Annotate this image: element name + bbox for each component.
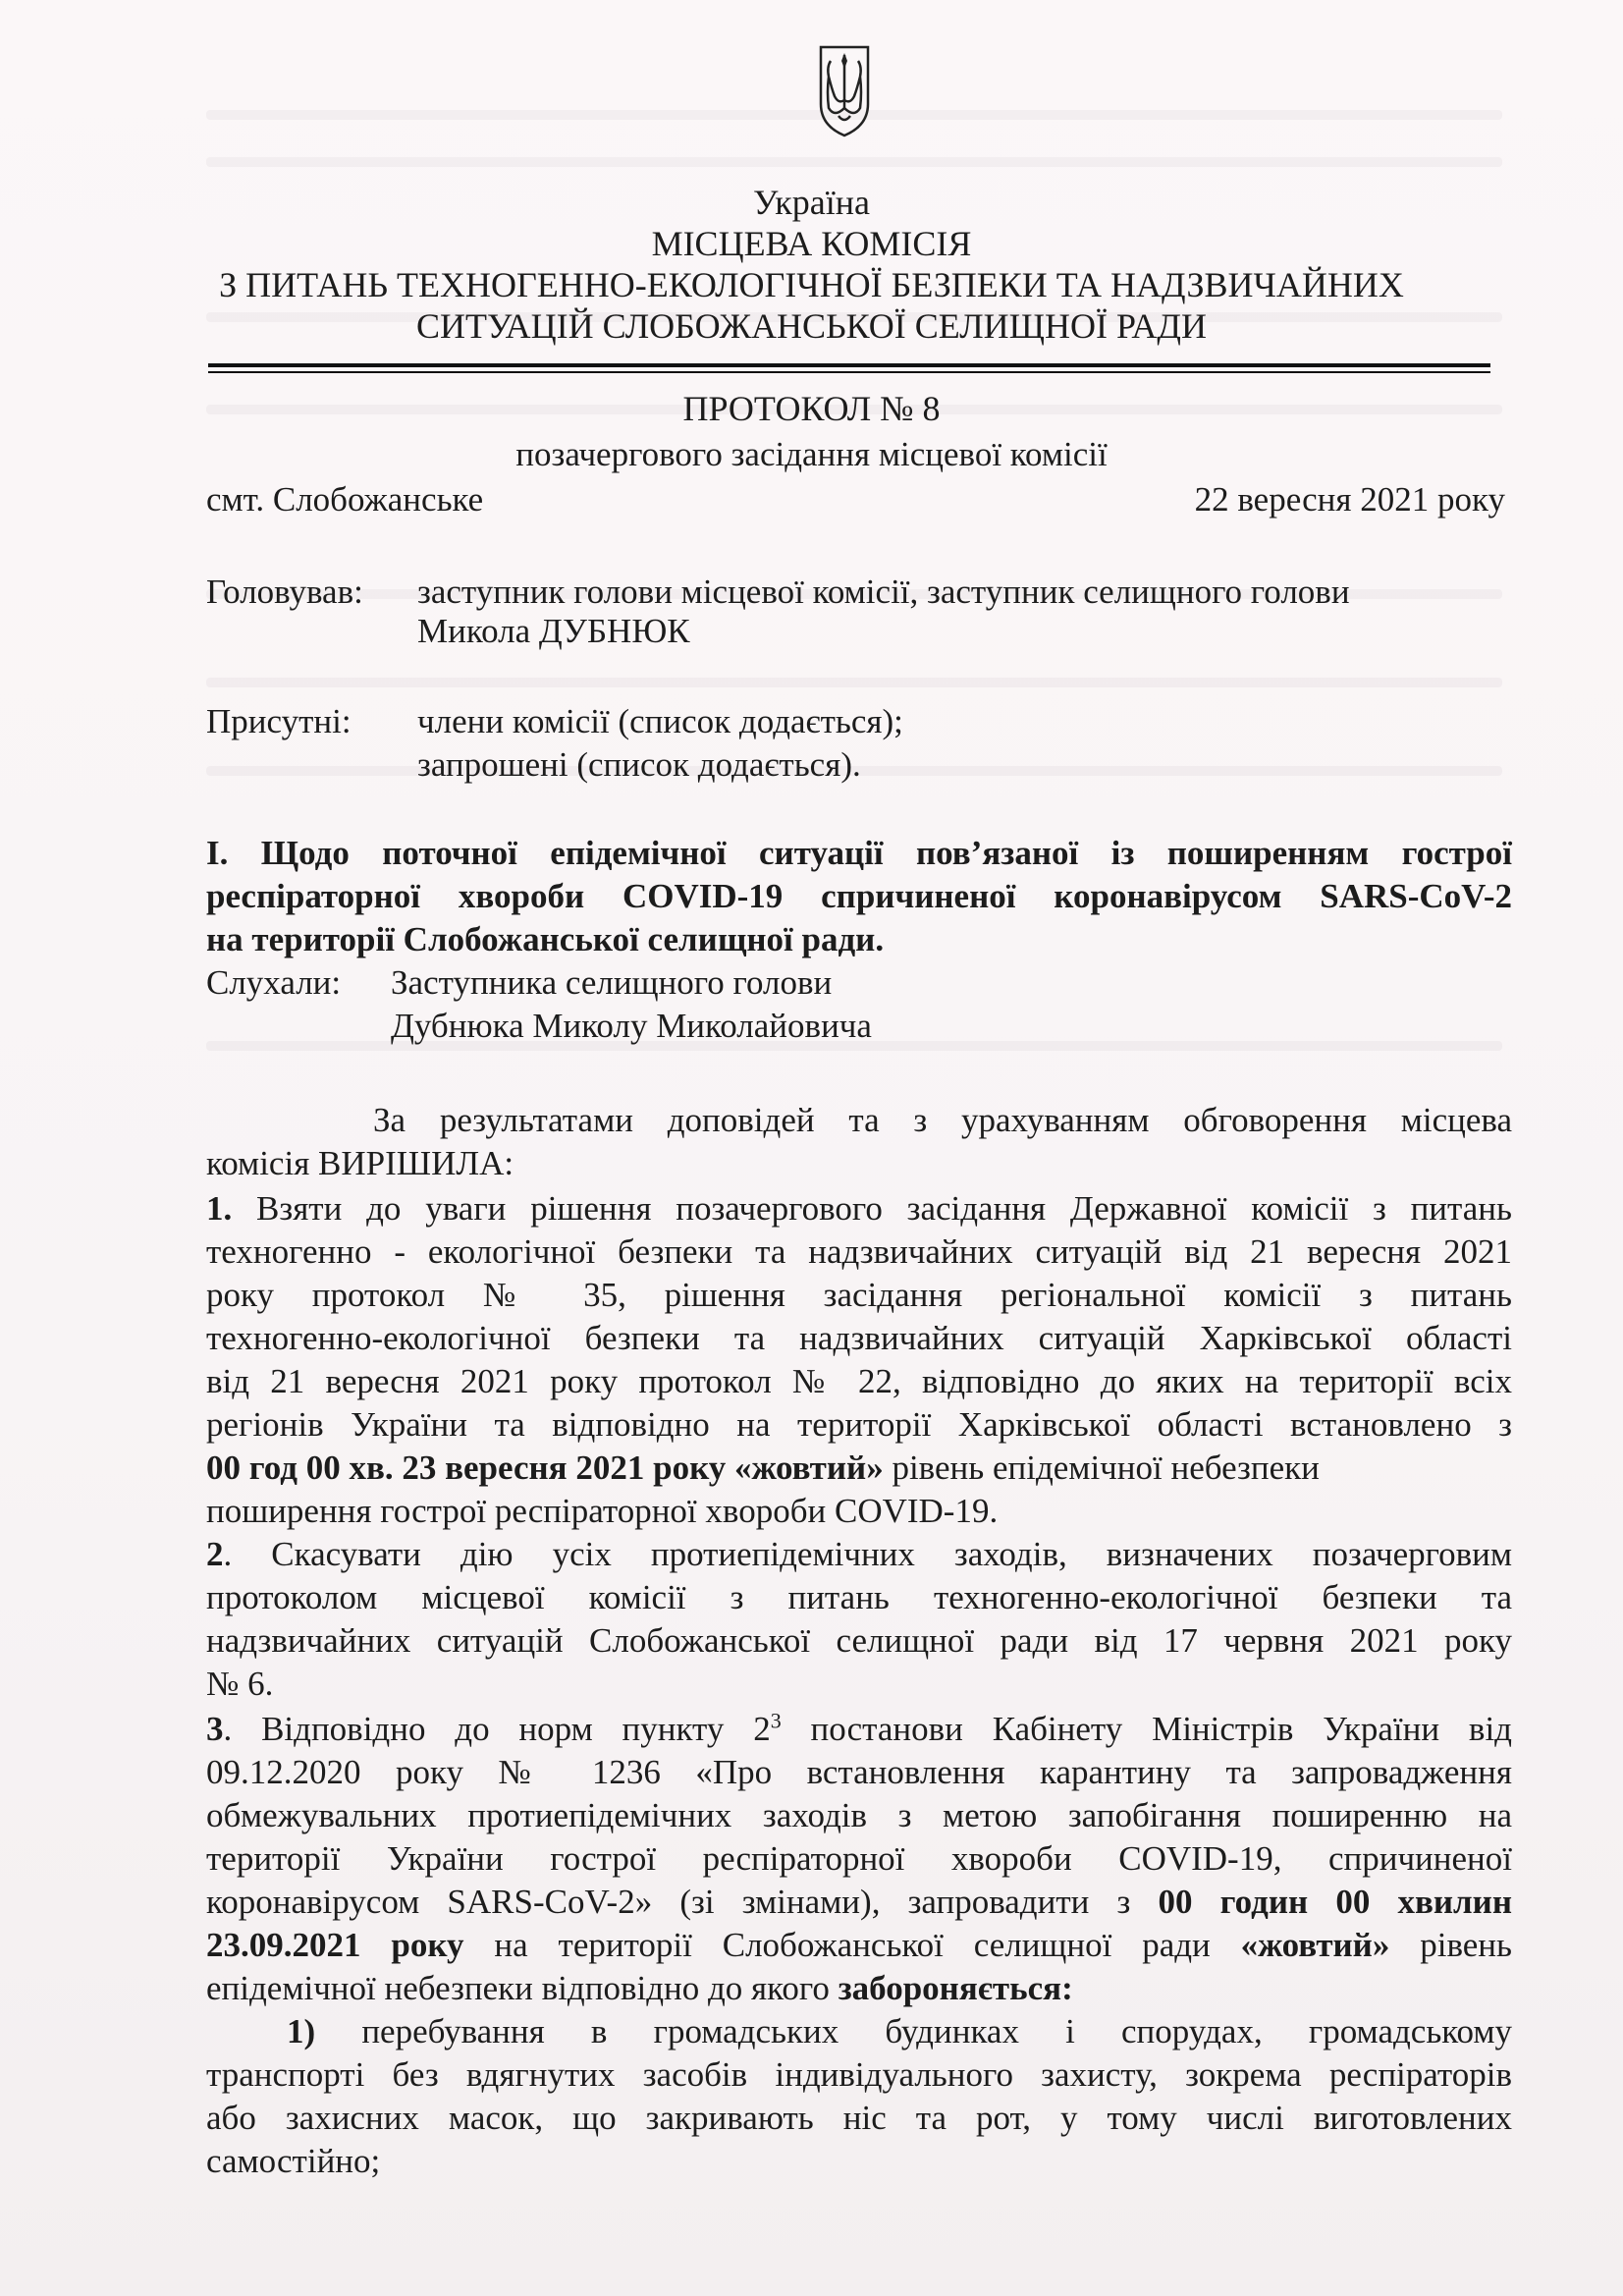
item3-line7: епідемічної небезпеки відповідно до якого забороняється:: [206, 1969, 1073, 2007]
item1-line4: техногенно-екологічної безпеки та надзвичайних ситуацій Харківської області: [206, 1319, 1512, 1357]
subitem1-line3: або захисних масок, що закривають ніс та рот, у тому числі виготовлених: [206, 2099, 1512, 2137]
item3-line3: обмежувальних протиепідемічних заходів з метою запобігання поширенню на: [206, 1796, 1512, 1834]
item2-line4: № 6.: [206, 1665, 274, 1703]
item1-line5: від 21 вересня 2021 року протокол № 22, відповідно до яких на території всіх: [206, 1362, 1512, 1400]
present-members: члени комісії (список додається);: [417, 702, 903, 740]
heard-line2: Дубнюка Миколу Миколайовича: [391, 1007, 872, 1045]
item3-line5: коронавірусом SARS-CoV-2» (зі змінами), запровадити з 00 годин 00 хвилин: [206, 1883, 1512, 1921]
show-through-text: [206, 157, 1502, 167]
decision-intro-line1: За результатами доповідей та з урахуванням обговорення місцева: [373, 1101, 1512, 1139]
present-invited: запрошені (список додається).: [417, 745, 861, 784]
subitem1-line4: самостійно;: [206, 2142, 381, 2180]
country-name: Україна: [752, 183, 871, 222]
item2-line1: 2. Скасувати дію усіх протиепідемічних заходів, визначених позачерговим: [206, 1535, 1512, 1573]
item2-number: 2: [206, 1535, 224, 1573]
item1-line6: регіонів України та відповідно на території Харківської області встановлено з: [206, 1405, 1512, 1444]
protocol-date: 22 вересня 2021 року: [1194, 480, 1505, 519]
item1-line7: 00 год 00 хв. 23 вересня 2021 року «жовтий» рівень епідемічної небезпеки: [206, 1449, 1320, 1487]
protocol-subtitle: позачергового засідання місцевої комісії: [515, 435, 1108, 473]
prohibited-label: забороняється:: [838, 1969, 1073, 2007]
item1-line1: 1. Взяти до уваги рішення позачергового засідання Державної комісії з питань: [206, 1189, 1512, 1228]
item3-line1: 3. Відповідно до норм пункту $2^3$ постанови Кабінету Міністрів України від: [206, 1708, 1512, 1748]
header-divider-thick: [208, 363, 1490, 367]
item3-line4: території України гострої респіраторної хвороби COVID-19, спричиненої: [206, 1839, 1512, 1878]
header-divider-thin: [208, 371, 1490, 373]
show-through-text: [206, 678, 1502, 687]
item1-line2: техногенно - екологічної безпеки та надзвичайних ситуацій від 21 вересня 2021: [206, 1232, 1512, 1271]
present-label: Присутні:: [206, 702, 352, 740]
section-heading-line3: на території Слобожанської селищної ради.: [206, 920, 885, 958]
item1-line8: поширення гострої респіраторної хвороби COVID-19.: [206, 1492, 999, 1530]
subitem1-number: 1): [287, 2012, 316, 2050]
commission-title-line1: МІСЦЕВА КОМІСІЯ: [651, 224, 972, 263]
item1-number: 1.: [206, 1189, 233, 1228]
chair-name: Микола ДУБНЮК: [417, 612, 690, 650]
heard-label: Слухали:: [206, 963, 342, 1002]
item3-line6: 23.09.2021 року на території Слобожанської селищної ради «жовтий» рівень: [206, 1926, 1513, 1964]
subitem1-line2: транспорті без вдягнутих засобів індивідуального захисту, зокрема респіраторів: [206, 2055, 1512, 2094]
item1-line3: року протокол № 35, рішення засідання регіональної комісії з питань: [206, 1276, 1512, 1314]
yellow-level-date: 00 год 00 хв. 23 вересня 2021 року «жовтий»: [206, 1449, 884, 1487]
item2-line3: надзвичайних ситуацій Слобожанської селищної ради від 17 червня 2021 року: [206, 1621, 1512, 1660]
item3-line2: 09.12.2020 року № 1236 «Про встановлення карантину та запровадження: [206, 1753, 1512, 1791]
protocol-title: ПРОТОКОЛ № 8: [682, 389, 941, 428]
subitem1-line1: 1) перебування в громадських будинках і спорудах, громадському: [287, 2012, 1512, 2050]
chair-label: Головував:: [206, 573, 363, 611]
commission-title-line2: З ПИТАНЬ ТЕХНОГЕННО-ЕКОЛОГІЧНОЇ БЕЗПЕКИ ТА НАДЗВИЧАЙНИХ: [219, 265, 1404, 304]
section-heading-line1: І. Щодо поточної епідемічної ситуації пов’язаної із поширенням гострої: [206, 834, 1512, 872]
decision-intro-line2: комісія ВИРІШИЛА:: [206, 1144, 514, 1182]
item3-number: 3: [206, 1710, 224, 1748]
item2-line2: протоколом місцевої комісії з питань техногенно-екологічної безпеки та: [206, 1578, 1512, 1616]
coat-of-arms-icon: [817, 39, 872, 137]
commission-title-line3: СИТУАЦІЙ СЛОБОЖАНСЬКОЇ СЕЛИЩНОЇ РАДИ: [416, 306, 1207, 346]
heard-line1: Заступника селищного голови: [391, 963, 833, 1002]
chair-position: заступник голови місцевої комісії, заступник селищного голови: [417, 573, 1350, 611]
section-heading-line2: респіраторної хвороби COVID-19 спричиненої коронавірусом SARS-CoV-2: [206, 877, 1512, 915]
protocol-place: смт. Слобожанське: [206, 480, 484, 519]
